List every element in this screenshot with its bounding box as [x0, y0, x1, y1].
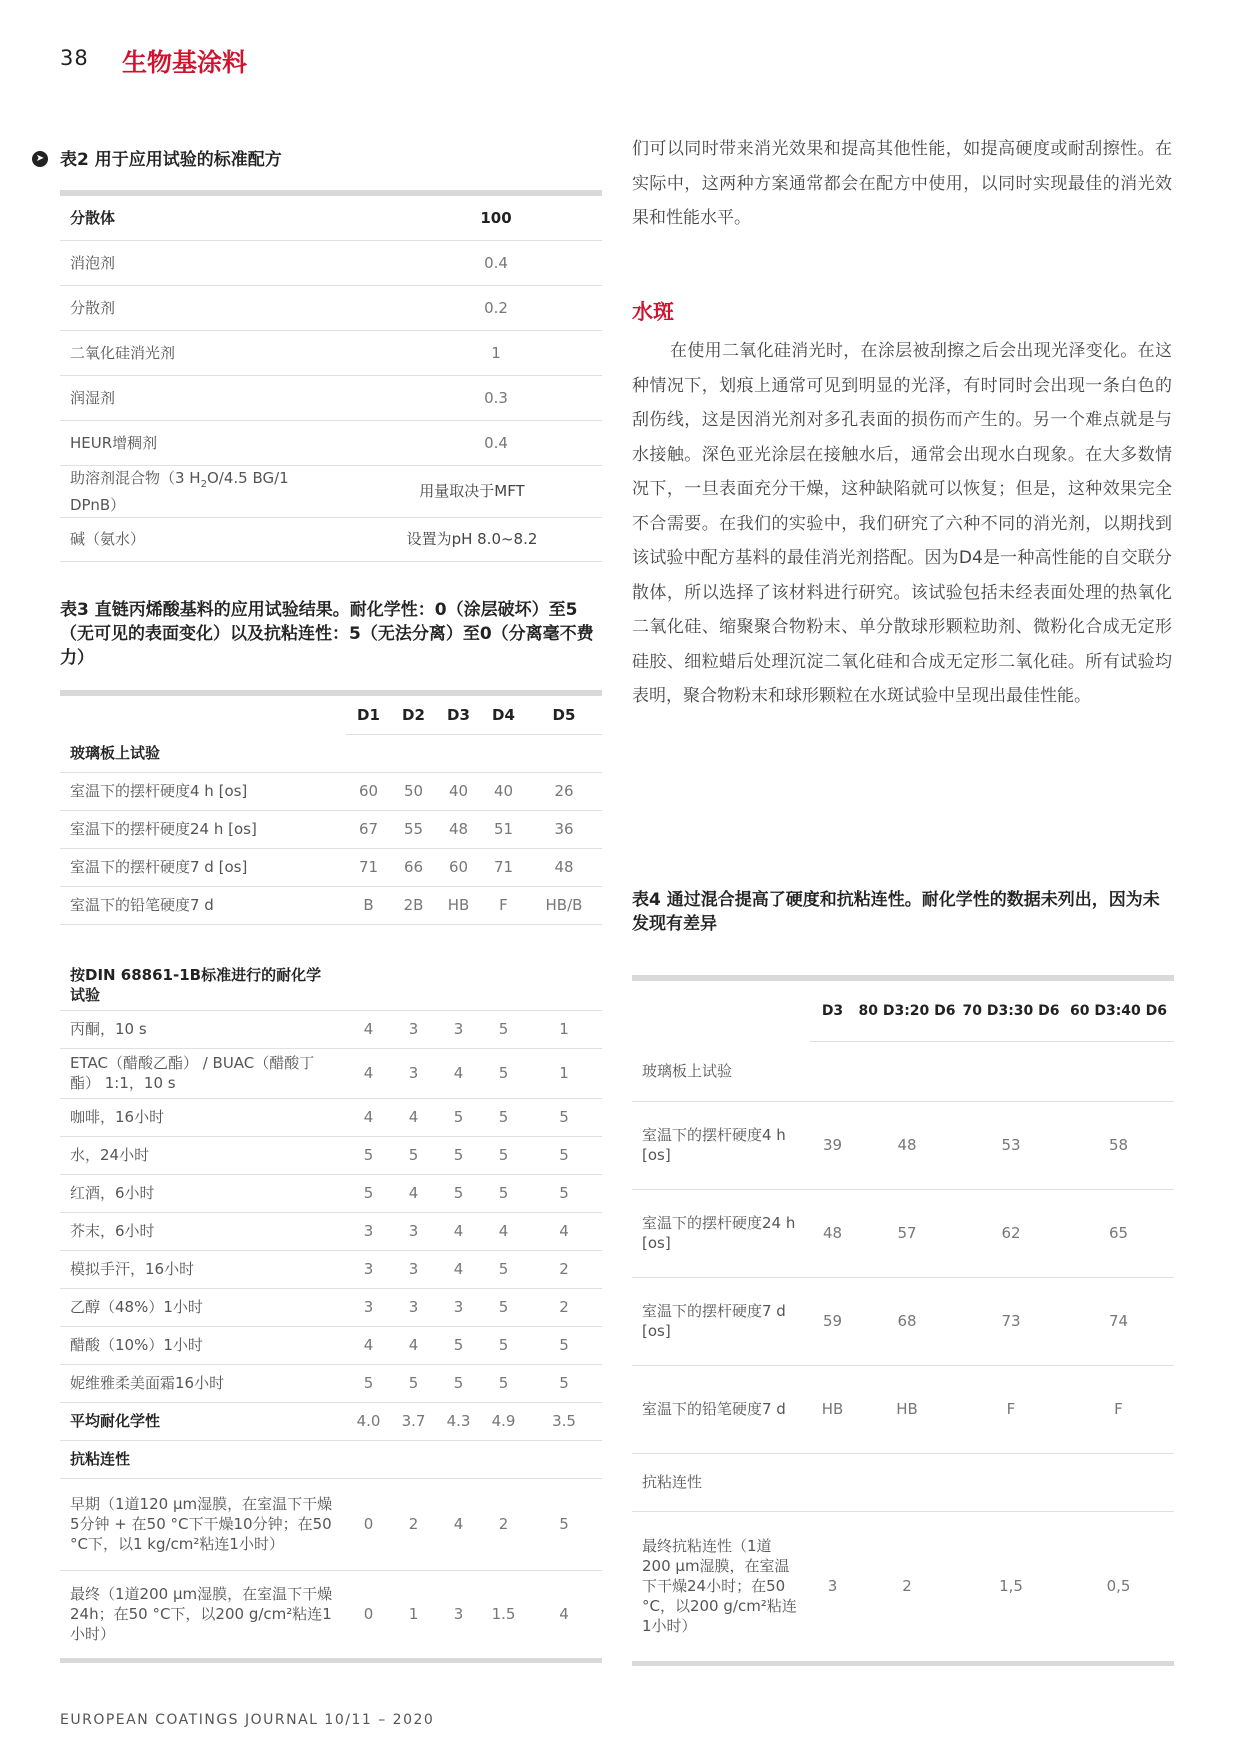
- table-row: [60, 1288, 602, 1326]
- table-row: [60, 465, 602, 517]
- row-label: 分散剂: [60, 285, 342, 330]
- cell: 5: [346, 1364, 391, 1402]
- cell: 40: [481, 772, 526, 810]
- cell: 4: [391, 1174, 436, 1212]
- table-row: [60, 1478, 602, 1570]
- column-header: 80 D3:20 D6: [855, 981, 959, 1041]
- cell: 58: [1063, 1101, 1174, 1189]
- cell: 57: [855, 1189, 959, 1277]
- table4-caption: 表4 通过混合提高了硬度和抗粘连性。耐化学性的数据未列出，因为未发现有差异: [632, 890, 1160, 934]
- row-value: 0.4: [342, 420, 602, 465]
- table4: [632, 975, 1174, 1666]
- section-label: 玻璃板上试验: [632, 1041, 1174, 1101]
- table2: [60, 190, 602, 562]
- cell: 0,5: [1106, 1577, 1131, 1596]
- subheading-water-spot: 水斑: [632, 300, 674, 324]
- cell: 5: [481, 1250, 526, 1288]
- cell: 5: [391, 1136, 436, 1174]
- section-label: 玻璃板上试验: [60, 734, 602, 772]
- row-label: 模拟手汗，16小时: [60, 1250, 346, 1288]
- cell: 3: [436, 1010, 481, 1048]
- cell: 3: [346, 1250, 391, 1288]
- cell: 48: [436, 810, 481, 848]
- cell: 3: [827, 1577, 838, 1596]
- cell: 5: [346, 1174, 391, 1212]
- row-label: 室温下的摆杆硬度4 h [os]: [632, 1101, 810, 1189]
- row-value: 100: [342, 196, 602, 240]
- row-label: 室温下的摆杆硬度24 h [os]: [632, 1189, 810, 1277]
- row-label: 室温下的摆杆硬度7 d [os]: [632, 1277, 810, 1365]
- cell: 36: [526, 810, 602, 848]
- cell: 67: [346, 810, 391, 848]
- cell: 2: [526, 1250, 602, 1288]
- cell: 5: [481, 1136, 526, 1174]
- table-row: [60, 1212, 602, 1250]
- cell: 53: [959, 1101, 1063, 1189]
- cell: 3: [391, 1250, 436, 1288]
- cell: 59: [810, 1277, 855, 1365]
- column-header: D1: [346, 696, 391, 734]
- cell: 5: [481, 1048, 526, 1098]
- cell: 68: [855, 1277, 959, 1365]
- table-row: [60, 772, 602, 810]
- table-row: [60, 1136, 602, 1174]
- table-row: [60, 240, 602, 285]
- cell: 5: [526, 1174, 602, 1212]
- table2-caption-text: 表2 用于应用试验的标准配方: [60, 150, 282, 170]
- table-row: [60, 285, 602, 330]
- cell: 3: [391, 1212, 436, 1250]
- row-label: 最终（1道200 μm湿膜，在室温下干燥24h；在50 °C下，以200 g/cm²粘连1小时）: [70, 1585, 333, 1644]
- cell: 5: [436, 1136, 481, 1174]
- row-label: 芥末，6小时: [60, 1212, 346, 1250]
- table-row: [60, 1250, 602, 1288]
- cell: 48: [810, 1189, 855, 1277]
- table-row: [60, 1010, 602, 1048]
- cell: 3: [346, 1288, 391, 1326]
- row-label: 水，24小时: [60, 1136, 346, 1174]
- row-label: 乙醇（48%）1小时: [60, 1288, 346, 1326]
- section-label: 抗粘连性: [632, 1453, 1174, 1511]
- section-row: [60, 960, 602, 1010]
- cell: 4: [391, 1098, 436, 1136]
- cell: HB: [436, 886, 481, 924]
- cell: 5: [526, 1136, 602, 1174]
- cell: 3: [391, 1010, 436, 1048]
- cell: 26: [526, 772, 602, 810]
- column-header: D4: [481, 696, 526, 734]
- table2-caption: [35, 148, 600, 172]
- row-label: 咖啡，16小时: [60, 1098, 346, 1136]
- cell: 5: [436, 1098, 481, 1136]
- cell: 5: [526, 1478, 602, 1570]
- cell: 71: [346, 848, 391, 886]
- cell: 3.5: [526, 1402, 602, 1440]
- cell: 4: [346, 1010, 391, 1048]
- cell: 48: [855, 1101, 959, 1189]
- cell: 51: [481, 810, 526, 848]
- cell: 4: [481, 1212, 526, 1250]
- row-label: 早期（1道120 μm湿膜，在室温下干燥5分钟 + 在50 °C下干燥10分钟；在50 °C下，以1 kg/cm²粘连1小时）: [60, 1478, 346, 1570]
- cell: 3.7: [391, 1402, 436, 1440]
- table-row: [632, 1365, 1174, 1453]
- table-row: [60, 420, 602, 465]
- cell: 3: [436, 1288, 481, 1326]
- table-row: [60, 1402, 602, 1440]
- cell: 4: [436, 1048, 481, 1098]
- cell: 2: [481, 1478, 526, 1570]
- row-value: 0.4: [342, 240, 602, 285]
- table-row: [632, 1511, 1174, 1661]
- cell: 4: [391, 1326, 436, 1364]
- cell: 5: [481, 1174, 526, 1212]
- row-value: 设置为pH 8.0~8.2: [342, 517, 602, 561]
- cell: 39: [810, 1101, 855, 1189]
- cell: 1: [408, 1605, 419, 1624]
- cell: 0: [346, 1478, 391, 1570]
- cell: 71: [481, 848, 526, 886]
- cell: 4: [436, 1250, 481, 1288]
- cell: 3: [391, 1048, 436, 1098]
- row-value: 用量取决于MFT: [342, 465, 602, 517]
- cell: 60: [436, 848, 481, 886]
- row-label: 妮维雅柔美面霜16小时: [60, 1364, 346, 1402]
- cell: 48: [526, 848, 602, 886]
- row-label: 室温下的铅笔硬度7 d: [632, 1365, 810, 1453]
- table-row: [60, 375, 602, 420]
- column-header: D2: [391, 696, 436, 734]
- row-label: 平均耐化学性: [60, 1402, 346, 1440]
- cell: 62: [959, 1189, 1063, 1277]
- section-label: 抗粘连性: [60, 1440, 602, 1478]
- cell: 4.3: [436, 1402, 481, 1440]
- cell: 4: [526, 1212, 602, 1250]
- cell: 4.0: [346, 1402, 391, 1440]
- cell: 40: [436, 772, 481, 810]
- row-label: 室温下的摆杆硬度7 d [os]: [60, 848, 346, 886]
- row-label: 醋酸（10%）1小时: [60, 1326, 346, 1364]
- cell: 5: [436, 1174, 481, 1212]
- cell: B: [346, 886, 391, 924]
- cell: 5: [481, 1098, 526, 1136]
- cell: 1,5: [999, 1577, 1023, 1596]
- cell: 2: [391, 1478, 436, 1570]
- page-number: 38: [60, 46, 89, 70]
- cell: HB: [855, 1365, 959, 1453]
- cell: 5: [481, 1326, 526, 1364]
- cell: 5: [436, 1326, 481, 1364]
- cell: 4: [346, 1048, 391, 1098]
- journal-footer: EUROPEAN COATINGS JOURNAL 10/11 – 2020: [60, 1712, 435, 1728]
- cell: 5: [526, 1364, 602, 1402]
- row-label: 室温下的摆杆硬度4 h [os]: [60, 772, 346, 810]
- cell: 1: [526, 1048, 602, 1098]
- section-label: 按DIN 68861-1B标准进行的耐化学试验: [60, 960, 346, 1010]
- row-label: 碱（氨水）: [60, 517, 342, 561]
- column-header: D3: [810, 981, 855, 1041]
- cell: 2: [526, 1288, 602, 1326]
- cell: 1: [526, 1010, 602, 1048]
- cell: 73: [959, 1277, 1063, 1365]
- cell: 5: [481, 1010, 526, 1048]
- section-row: [632, 1041, 1174, 1101]
- cell: 5: [391, 1364, 436, 1402]
- row-value: 1: [342, 330, 602, 375]
- table-row: [632, 1101, 1174, 1189]
- row-label: 丙酮，10 s: [60, 1010, 346, 1048]
- table-row: [60, 1174, 602, 1212]
- table-header: [632, 981, 1174, 1041]
- arrow-right-icon: ➤: [32, 151, 48, 167]
- cell: 4: [346, 1326, 391, 1364]
- table-row: [60, 1570, 602, 1658]
- cell: 60: [346, 772, 391, 810]
- row-label: 最终抗粘连性（1道200 μm湿膜，在室温下干燥24小时；在50 °C，以200 g/cm²粘连1小时）: [642, 1537, 797, 1636]
- table-row: [60, 196, 602, 240]
- cell: 50: [391, 772, 436, 810]
- section-row: [60, 1440, 602, 1478]
- cell: F: [959, 1365, 1063, 1453]
- cell: 4: [436, 1212, 481, 1250]
- cell: 5: [526, 1098, 602, 1136]
- cell: 4: [346, 1098, 391, 1136]
- cell: 65: [1063, 1189, 1174, 1277]
- cell: 3: [453, 1605, 464, 1624]
- table-row: [60, 1326, 602, 1364]
- intro-paragraph: 们可以同时带来消光效果和提高其他性能，如提高硬度或耐刮擦性。在实际中，这两种方案通常都会在配方中使用，以同时实现最佳的消光效果和性能水平。: [632, 139, 1172, 228]
- row-value: 0.3: [342, 375, 602, 420]
- table-header: [60, 696, 602, 734]
- column-header: D5: [526, 696, 602, 734]
- row-label: 助溶剂混合物（3 $H_2O/4.5$ BG/1 DPnB）: [60, 465, 342, 517]
- section-row: [632, 1453, 1174, 1511]
- cell: HB/B: [526, 886, 602, 924]
- table-row: [632, 1189, 1174, 1277]
- row-label: 二氧化硅消光剂: [60, 330, 342, 375]
- cell: 2B: [391, 886, 436, 924]
- cell: 66: [391, 848, 436, 886]
- column-header: 70 D3:30 D6: [959, 981, 1063, 1041]
- cell: 5: [346, 1136, 391, 1174]
- water-spot-paragraph: 在使用二氧化硅消光时，在涂层被刮擦之后会出现光泽变化。在这种情况下，划痕上通常可见到明显的光泽，有时同时会出现一条白色的刮伤线，这是因消光剂对多孔表面的损伤而产生的。另一个难点就是与水接触。深色亚光涂层在接触水后，通常会出现水白现象。在大多数情况下，一旦表面充分干燥，这种缺陷就可以恢复；但是，这种效果完全不合需要。在我们的实验中，我们研究了六种不同的消光剂，以期找到该试验中配方基料的最佳消光剂搭配。因为D4是一种高性能的自交联分散体，所以选择了该材料进行研究。该试验包括未经表面处理的热氧化二氧化硅、缩聚聚合物粉末、单分散球形颗粒助剂、微粉化合成无定形硅胶、细粒蜡后处理沉淀二氧化硅和合成无定形二氧化硅。所有试验均表明，聚合物粉末和球形颗粒在水斑试验中呈现出最佳性能。: [632, 341, 1172, 706]
- cell: 5: [526, 1326, 602, 1364]
- cell: 0: [363, 1605, 374, 1624]
- table-row: [632, 1277, 1174, 1365]
- cell: 5: [481, 1364, 526, 1402]
- table-row: [60, 330, 602, 375]
- row-label: 红酒，6小时: [60, 1174, 346, 1212]
- cell: HB: [810, 1365, 855, 1453]
- row-label: 消泡剂: [60, 240, 342, 285]
- table-row: [60, 810, 602, 848]
- cell: 55: [391, 810, 436, 848]
- cell: F: [481, 886, 526, 924]
- cell: 5: [436, 1364, 481, 1402]
- row-label: 室温下的摆杆硬度24 h [os]: [60, 810, 346, 848]
- column-header: 60 D3:40 D6: [1063, 981, 1174, 1041]
- table3-caption: 表3 直链丙烯酸基料的应用试验结果。耐化学性：0（涂层破坏）至5（无可见的表面变化）以及抗粘连性：5（无法分离）至0（分离毫不费力）: [60, 600, 594, 668]
- column-header: D3: [436, 696, 481, 734]
- table-row: [60, 1048, 602, 1098]
- section-row: [60, 734, 602, 772]
- table-row: [60, 1364, 602, 1402]
- cell: 3: [391, 1288, 436, 1326]
- row-label: ETAC（醋酸乙酯） / BUAC（醋酸丁酯） 1:1，10 s: [60, 1048, 346, 1098]
- cell: 2: [902, 1577, 912, 1596]
- row-label: HEUR增稠剂: [60, 420, 342, 465]
- table-row: [60, 848, 602, 886]
- table3: [60, 690, 602, 1663]
- table-row: [60, 1098, 602, 1136]
- table-row: [60, 517, 602, 561]
- cell: 1.5: [491, 1605, 516, 1624]
- cell: 4: [559, 1605, 569, 1624]
- cell: 74: [1063, 1277, 1174, 1365]
- table-row: [60, 886, 602, 924]
- row-label: 室温下的铅笔硬度7 d: [60, 886, 346, 924]
- cell: F: [1063, 1365, 1174, 1453]
- cell: 3: [346, 1212, 391, 1250]
- section-title: 生物基涂料: [122, 48, 248, 77]
- cell: 4: [436, 1478, 481, 1570]
- cell: 5: [481, 1288, 526, 1326]
- row-value: 0.2: [342, 285, 602, 330]
- row-label: 润湿剂: [60, 375, 342, 420]
- row-label: 分散体: [60, 196, 342, 240]
- cell: 4.9: [481, 1402, 526, 1440]
